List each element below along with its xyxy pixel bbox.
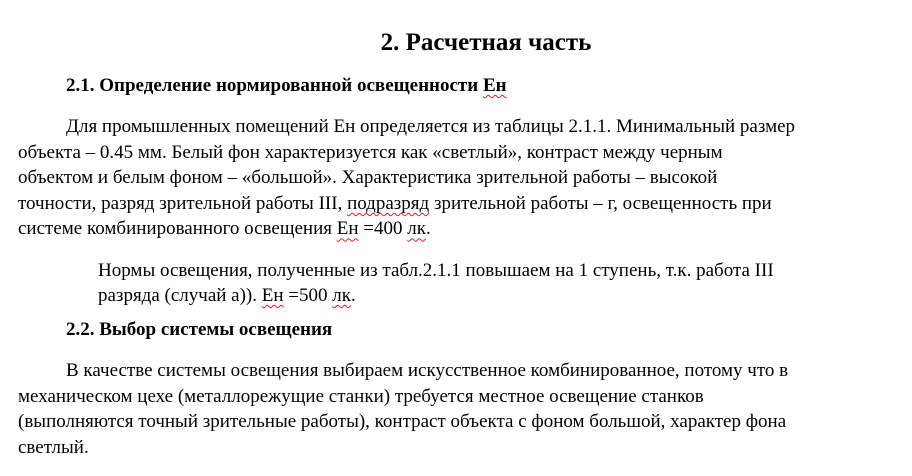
paragraph-line: Для промышленных помещений Ен определяется из таблицы 2.1.1. Минимальный размер bbox=[66, 116, 796, 137]
spell-flagged-word[interactable]: Ен bbox=[482, 75, 507, 96]
paragraph-line bbox=[98, 283, 898, 308]
subsection-heading-2-1 bbox=[66, 74, 507, 98]
paragraph-line: объекта – 0.45 мм. Белый фон характеризуется как «светлый», контраст между черным bbox=[18, 141, 723, 163]
paragraph-line: Нормы освещения, полученные из табл.2.1.1 повышаем на 1 ступень, т.к. работа III bbox=[98, 260, 774, 281]
paragraph-line bbox=[18, 216, 898, 242]
spell-flagged-word[interactable]: лк bbox=[407, 218, 426, 240]
spell-flagged-word[interactable]: Ен bbox=[336, 218, 359, 240]
text-run: =400 bbox=[358, 218, 408, 240]
paragraph-line: В качестве системы освещения выбираем искусственное комбинированное, потому что в bbox=[66, 360, 789, 381]
text-run: зрительной работы – г, освещенность при bbox=[429, 192, 772, 214]
text-run: системе комбинированного освещения bbox=[18, 218, 337, 240]
spell-flagged-word[interactable]: подразряд bbox=[347, 192, 430, 214]
section-title: 2. Расчетная часть bbox=[380, 29, 592, 56]
paragraph-line: объектом и белым фоном – «большой». Характеристика зрительной работы – высокой bbox=[18, 167, 718, 189]
text-run: разряда (случай а)). bbox=[98, 285, 262, 306]
paragraph-lighting-system bbox=[18, 358, 898, 460]
spell-flagged-word[interactable]: лк bbox=[332, 285, 351, 306]
text-run: . bbox=[350, 285, 356, 306]
text-run: точности, разряд зрительной работы III, bbox=[18, 192, 348, 214]
text-run: . bbox=[425, 218, 431, 240]
paragraph-line: светлый. bbox=[18, 436, 89, 458]
paragraph-line bbox=[18, 191, 898, 217]
paragraph-norm-increase bbox=[98, 258, 898, 308]
text-run: =500 bbox=[283, 285, 333, 306]
spell-flagged-word[interactable]: Ен bbox=[261, 285, 284, 306]
paragraph-line: механическом цехе (металлорежущие станки) требуется местное освещение станков bbox=[18, 385, 704, 407]
paragraph-lighting-norm bbox=[18, 114, 898, 242]
subsection-heading-2-1-text: 2.1. Определение нормированной освещенности bbox=[66, 75, 483, 96]
subsection-heading-2-2: 2.2. Выбор системы освещения bbox=[66, 319, 333, 340]
paragraph-line: (выполняются точный зрительные работы), контраст объекта с фоном большой, характер фона bbox=[18, 411, 787, 433]
